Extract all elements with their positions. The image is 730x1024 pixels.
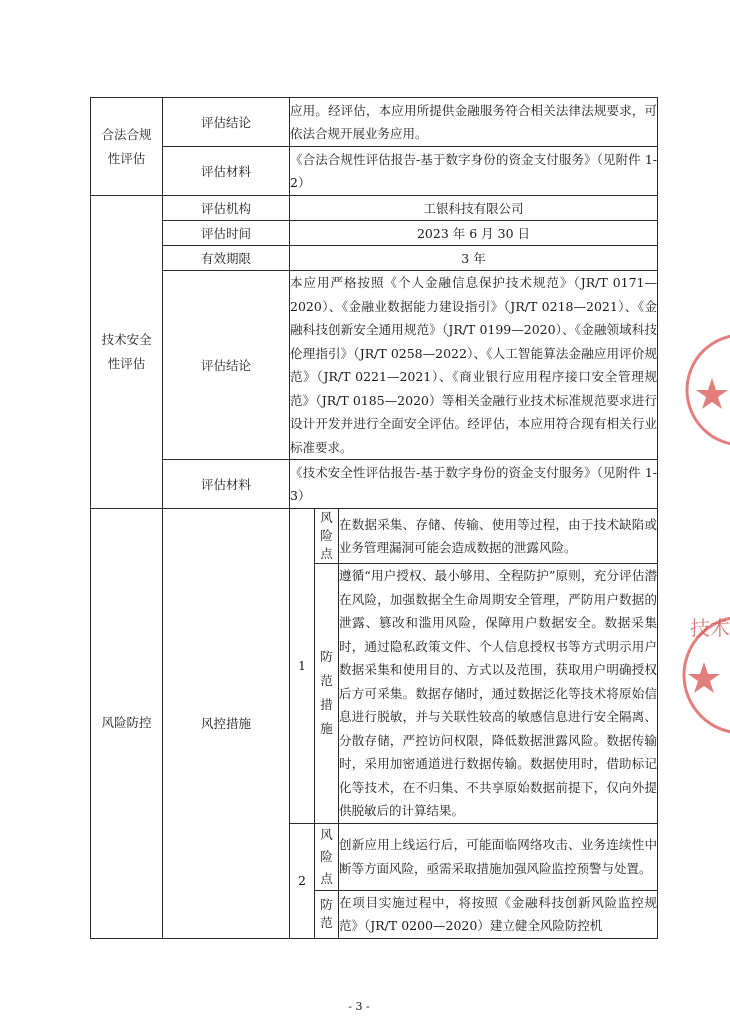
evaluation-table <box>90 97 658 939</box>
tech-time-row <box>91 221 658 246</box>
legal-conclusion-row <box>91 98 658 147</box>
risk-item-2-risk-label-text: 风险点 <box>320 826 333 886</box>
tech-time-value: 2023 年 6 月 30 日 <box>290 221 658 246</box>
legal-material-text: 《合法合规性评估报告-基于数字身份的资金支付服务》（见附件 1-2） <box>290 147 658 196</box>
tech-conclusion-row <box>91 271 658 460</box>
tech-org-label: 评估机构 <box>163 196 290 221</box>
seal-stamp-text: 技术 <box>690 616 730 640</box>
risk-item-2-prevent-label-text: 防范 <box>320 897 333 930</box>
page-number: - 3 - <box>348 1000 370 1013</box>
tech-org-row <box>91 196 658 221</box>
risk-item-2-risk-text: 创新应用上线运行后，可能面临网络攻击、业务连续性中断等方面风险，亟需采取措施加强风险监控预警与处置。 <box>339 823 658 890</box>
tech-conclusion-text: 本应用严格按照《个人金融信息保护技术规范》（JR/T 0171—2020）、《金融业数据能力建设指引》（JR/T 0218—2021）、《金融科技创新安全通用规范》（JR/T 0199—2020）、《金融领域科技伦理指引》（JR/T 0258—2022）、《人工智能算法金融应用评价规范》（JR/T 0221—2021）、《商业银行应用程序接口安全管理规范》（JR/T 0185—2020）等相关金融行业技术标准规范要求进行设计开发并进行全面安全评估。经评估，本应用符合现有相关行业标准要求。 <box>290 271 658 460</box>
risk-item-1-risk-row <box>91 509 658 564</box>
tech-material-label: 评估材料 <box>163 460 290 509</box>
tech-material-text: 《技术安全性评估报告-基于数字身份的资金支付服务》（见附件 1-3） <box>290 460 658 509</box>
legal-conclusion-text: 应用。经评估，本应用所提供金融服务符合相关法律法规要求，可依法合规开展业务应用。 <box>290 98 658 147</box>
risk-item-1-number: 1 <box>290 509 315 824</box>
legal-material-label: 评估材料 <box>163 147 290 196</box>
risk-measures-label: 风控措施 <box>163 509 290 939</box>
legal-category: 合法合规性评估 <box>91 98 163 196</box>
risk-item-2-number: 2 <box>290 823 315 938</box>
risk-item-2-prevent-text: 在项目实施过程中，将按照《金融科技创新风险监控规范》（JR/T 0200—2020）建立健全风险防控机 <box>339 890 658 938</box>
risk-item-1-prevent-text: 遵循“用户授权、最小够用、全程防护”原则，充分评估潜在风险，加强数据全生命周期安全管理，严防用户数据的泄露、篡改和滥用风险，保障用户数据安全。数据采集时，通过隐私政策文件、个人信息授权书等方式明示用户数据采集和使用目的、方式以及范围，获取用户明确授权后方可采集。数据存储时，通过数据泛化等技术将原始信息进行脱敏，并与关联性较高的敏感信息进行安全隔离、分散存储，严控访问权限，降低数据泄露风险。数据传输时，采用加密通道进行数据传输。数据使用时，借助标记化等技术，在不归集、不共享原始数据前提下，仅向外提供脱敏后的计算结果。 <box>339 564 658 824</box>
tech-validity-label: 有效期限 <box>163 246 290 271</box>
legal-conclusion-label: 评估结论 <box>163 98 290 147</box>
tech-material-row <box>91 460 658 509</box>
risk-category: 风险防控 <box>91 509 163 939</box>
risk-item-1-risk-label-text: 风险点 <box>320 510 333 561</box>
seal-stamp-top <box>682 320 722 460</box>
risk-item-2-prevent-label <box>315 890 339 938</box>
tech-conclusion-label: 评估结论 <box>163 271 290 460</box>
risk-item-1-risk-label <box>315 509 339 564</box>
tech-validity-value: 3 年 <box>290 246 658 271</box>
risk-item-1-prevent-label <box>315 564 339 824</box>
tech-time-label: 评估时间 <box>163 221 290 246</box>
legal-material-row <box>91 147 658 196</box>
tech-category: 技术安全性评估 <box>91 196 163 509</box>
risk-item-1-risk-text: 在数据采集、存储、传输、使用等过程，由于技术缺陷或业务管理漏洞可能会造成数据的泄露风险。 <box>339 509 658 564</box>
risk-item-1-prevent-label-text: 防范措施 <box>320 649 333 737</box>
tech-validity-row <box>91 246 658 271</box>
tech-org-value: 工银科技有限公司 <box>290 196 658 221</box>
risk-item-2-risk-label <box>315 823 339 890</box>
